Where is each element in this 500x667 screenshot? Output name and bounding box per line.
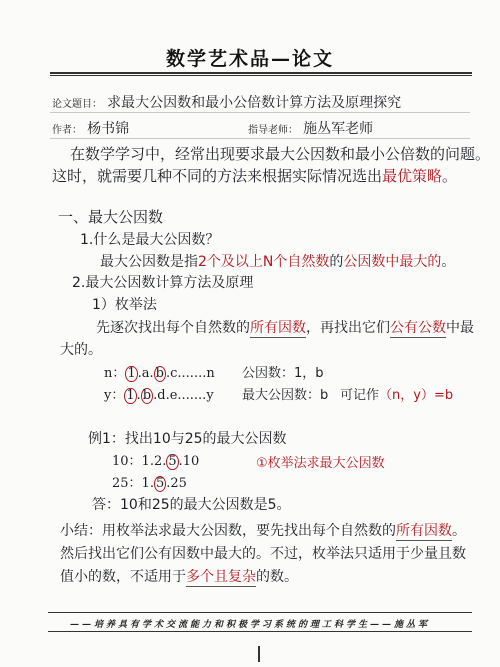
method-line-2: 大的。 [60,342,102,358]
summary-line-3: 值小的数，不适用于多个且复杂的数。 [60,569,298,585]
gcd-notation: 可记作（n，y）=b [340,388,454,403]
footer-rule-top [48,612,472,613]
intro-line-2: 这时，就需要几种不同的方法来根据实际情况选出最优策略。 [52,167,458,185]
example-answer: 答：10和25的最大公因数是5。 [92,497,291,513]
topic-line [52,92,401,112]
topic-label: 论文题目： [52,99,102,110]
common-factors: 公因数：1，b [242,366,324,381]
teacher-value: 施丛军老师 [303,121,374,137]
method-line-1: 先逐次找出每个自然数的所有因数，再找出它们公有公数中最 [96,320,474,336]
definition-line: 最大公因数是指2个及以上N个自然数的公因数中最大的。 [100,254,456,270]
footer-motto: ——培养具有学术交流能力和积极学习系统的理工科学生——施丛军 [69,620,430,630]
page-number-mark [258,646,260,662]
gcd-label: 最大公因数：b [242,388,329,403]
teacher-line [248,118,373,138]
optimal-strategy-highlight: 最优策略 [382,167,443,185]
example-row-10: 10：1.2. 5 .10 [112,454,200,469]
title-rule-top [50,72,472,74]
author-value: 杨书锦 [87,121,130,137]
author-line [52,118,129,138]
example-title: 例1：找出10与25的最大公因数 [88,431,287,447]
factors-n: n： 1 .a. b .c.......n [104,366,215,381]
topic-value: 求最大公因数和最小公倍数计算方法及原理探究 [107,95,402,111]
example-note: ①枚举法求最大公因数 [256,456,385,471]
teacher-label: 指导老师： [248,125,298,136]
factors-y: y： 1 . b .d.e.......y [104,388,214,403]
title-rule-bottom [50,75,472,76]
ruled-line [50,112,470,113]
summary-line-2: 然后找出它们公有因数中最大的。不过，枚举法只适用于少量且数 [60,546,466,562]
method-heading: 1）枚举法 [92,297,157,313]
footer-rule-bottom [48,631,472,632]
example-row-25: 25：1. 5 .25 [112,476,187,491]
ruled-line [50,138,470,139]
question-1: 1.什么是最大公因数？ [80,232,220,248]
intro-line-1: 在数学学习中，经常出现要求最大公因数和最小公倍数的问题。 [70,145,491,163]
author-label: 作者： [52,125,82,136]
question-2: 2.最大公因数计算方法及原理 [72,275,254,291]
summary-line-1: 小结：用枚举法求最大公因数，要先找出每个自然数的所有因数。 [60,523,466,539]
section-heading: 一、最大公因数 [58,208,164,226]
page-title: 数学艺术品—论文 [165,48,334,70]
